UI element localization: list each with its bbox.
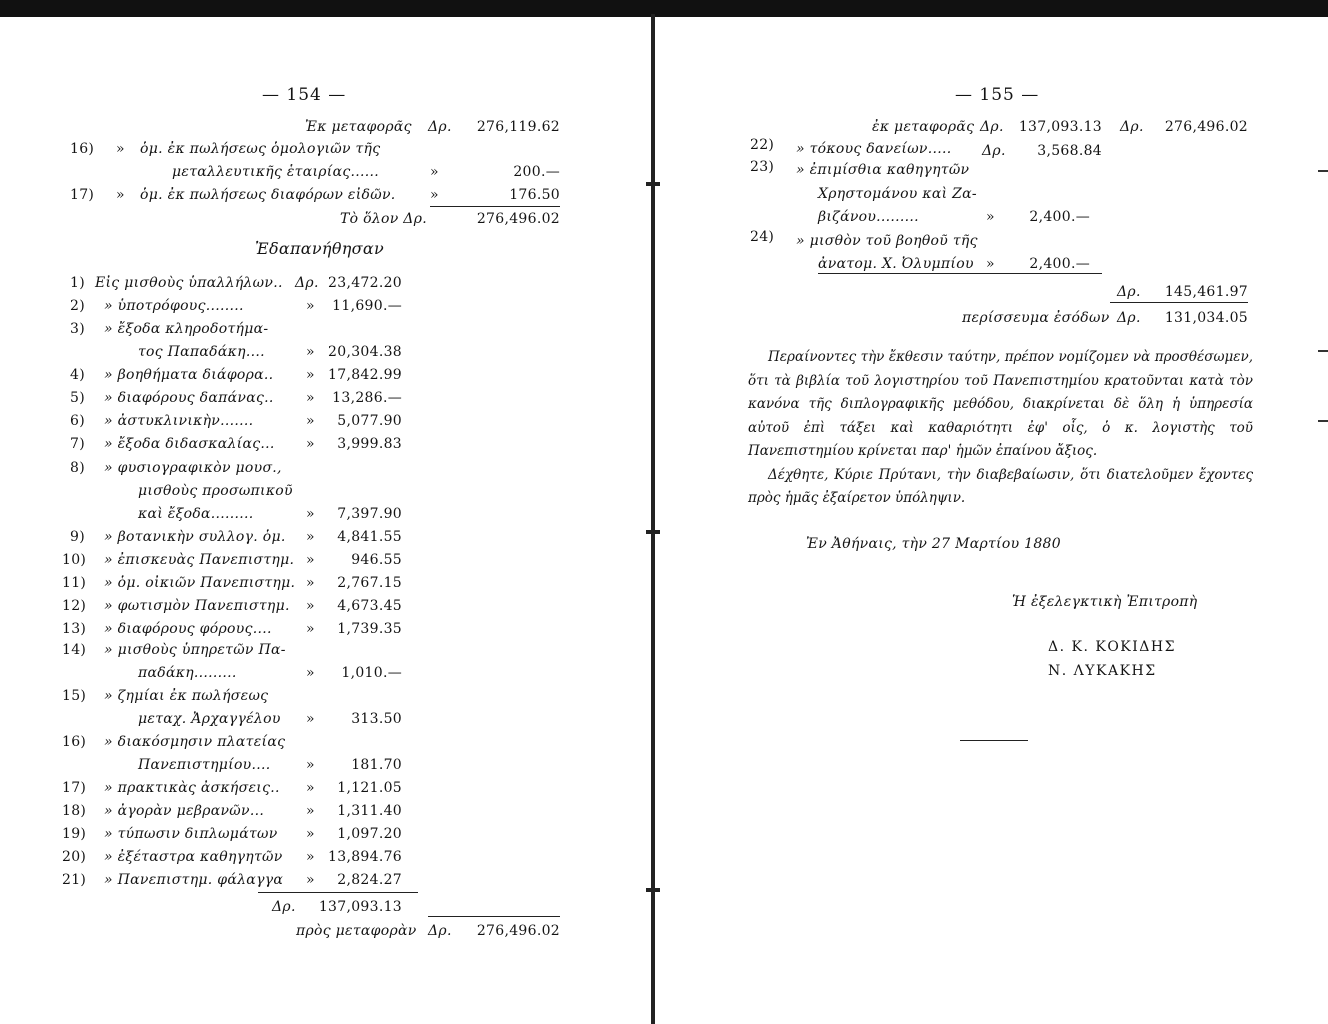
amount: 2,767.15 bbox=[337, 575, 402, 591]
rule bbox=[430, 206, 560, 207]
entry-number: 12) bbox=[62, 598, 87, 614]
entry-number: 1) bbox=[70, 275, 85, 291]
amount: 276,496.02 bbox=[1164, 119, 1248, 135]
entry-text: » διακόσμησιν πλατείας bbox=[104, 734, 286, 750]
entry-number: 16) bbox=[62, 734, 87, 750]
ditto-mark: » bbox=[306, 367, 315, 383]
entry-number: 18) bbox=[62, 803, 87, 819]
carry-forward-label: πρὸς μεταφορὰν bbox=[296, 923, 417, 939]
currency: Δρ. bbox=[982, 143, 1006, 159]
entry-text: » ἐπιμίσθια καθηγητῶν bbox=[796, 162, 970, 178]
currency: Δρ. bbox=[1117, 310, 1141, 326]
currency: Δρ. bbox=[428, 119, 452, 135]
entry-text: » ἐξέταστρα καθηγητῶν bbox=[104, 849, 283, 865]
amount: 4,673.45 bbox=[337, 598, 402, 614]
subtotal-amount: 137,093.13 bbox=[318, 899, 402, 915]
entry-number: 8) bbox=[70, 460, 85, 476]
entry-number: 3) bbox=[70, 321, 85, 337]
entry-text: » βοηθήματα διάφορα.. bbox=[104, 367, 274, 383]
ditto-mark: » bbox=[306, 757, 315, 773]
entry-text: βιζάνου......... bbox=[818, 209, 919, 225]
ditto-mark: » bbox=[430, 187, 439, 203]
amount: 1,311.40 bbox=[337, 803, 402, 819]
rule bbox=[818, 273, 1102, 274]
entry-text: τος Παπαδάκη.... bbox=[138, 344, 265, 360]
amount: 11,690.— bbox=[332, 298, 402, 314]
entry-text: » ὁμ. οἰκιῶν Πανεπιστημ. bbox=[104, 575, 296, 591]
amount: 946.55 bbox=[351, 552, 402, 568]
entry-text: Πανεπιστημίου.... bbox=[138, 757, 271, 773]
entry-number: 15) bbox=[62, 688, 87, 704]
amount: 1,010.— bbox=[341, 665, 402, 681]
currency: Δρ. bbox=[428, 923, 452, 939]
ditto-mark: » bbox=[306, 621, 315, 637]
amount: 276,496.02 bbox=[476, 923, 560, 939]
committee-title: Ἡ ἐξελεγκτικὴ Ἐπιτροπὴ bbox=[1012, 594, 1198, 610]
entry-number: 20) bbox=[62, 849, 87, 865]
ditto-mark: » bbox=[306, 665, 315, 681]
ditto-mark: » bbox=[430, 164, 439, 180]
entry-text: μεταλλευτικῆς ἑταιρίας...... bbox=[172, 164, 379, 180]
entry-number: 9) bbox=[70, 529, 85, 545]
entry-text: ἀνατομ. Χ. Ὀλυμπίου bbox=[818, 256, 974, 272]
entry-text: » ἀγορὰν μεβρανῶν... bbox=[104, 803, 265, 819]
entry-text: » τόκους δανείων..... bbox=[796, 141, 952, 157]
page-number: — 155 — bbox=[955, 85, 1040, 105]
entry-number: 22) bbox=[750, 137, 775, 153]
entry-number: 17) bbox=[70, 187, 95, 203]
entry-text: » μισθοὺς ὑπηρετῶν Πα- bbox=[104, 642, 286, 658]
entry-text: » βοτανικὴν συλλογ. ὁμ. bbox=[104, 529, 286, 545]
ditto-mark: » bbox=[986, 209, 995, 225]
amount: 17,842.99 bbox=[328, 367, 402, 383]
carry-label: Ἐκ μεταφορᾶς bbox=[305, 119, 412, 135]
entry-text: » φωτισμὸν Πανεπιστημ. bbox=[104, 598, 290, 614]
amount: 3,999.83 bbox=[337, 436, 402, 452]
entry-text: » ἐπισκευὰς Πανεπιστημ. bbox=[104, 552, 295, 568]
entry-text: ὁμ. ἐκ πωλήσεως ὁμολογιῶν τῆς bbox=[140, 141, 381, 157]
ditto-mark: » bbox=[306, 575, 315, 591]
scan-top-border bbox=[0, 0, 1328, 17]
signatory: Ν. ΛΥΚΑΚΗΣ bbox=[1048, 663, 1157, 679]
entry-text: » ἔξοδα κληροδοτήμα- bbox=[104, 321, 269, 337]
currency: Δρ. bbox=[1117, 284, 1141, 300]
entry-number: 2) bbox=[70, 298, 85, 314]
amount: 181.70 bbox=[351, 757, 402, 773]
paragraph: Δέχθητε, Κύριε Πρύτανι, τὴν διαβεβαίωσιν, ὅτι διατελοῦμεν ἔχοντες πρὸς ἡμᾶς ἐξαίρετον ὑπόληψιν. bbox=[748, 466, 1253, 506]
entry-number: 21) bbox=[62, 872, 87, 888]
currency: Δρ. bbox=[1120, 119, 1144, 135]
entry-text: » ἔξοδα διδασκαλίας... bbox=[104, 436, 275, 452]
entry-number: 16) bbox=[70, 141, 95, 157]
entry-text: » μισθὸν τοῦ βοηθοῦ τῆς bbox=[796, 233, 978, 249]
spine-mark bbox=[646, 888, 660, 892]
surplus-amount: 131,034.05 bbox=[1164, 310, 1248, 326]
ditto-mark: » bbox=[306, 298, 315, 314]
entry-text: » τύπωσιν διπλωμάτων bbox=[104, 826, 278, 842]
entry-text: καὶ ἔξοδα......... bbox=[138, 506, 254, 522]
amount: 200.— bbox=[513, 164, 560, 180]
currency: Δρ. bbox=[980, 119, 1004, 135]
amount: 313.50 bbox=[351, 711, 402, 727]
sum-amount: 145,461.97 bbox=[1164, 284, 1248, 300]
amount: 1,121.05 bbox=[337, 780, 402, 796]
ditto-mark: » bbox=[306, 780, 315, 796]
entry-text: ὁμ. ἐκ πωλήσεως διαφόρων εἰδῶν. bbox=[140, 187, 396, 203]
ditto-mark: » bbox=[306, 552, 315, 568]
page-edge-mark bbox=[1318, 350, 1328, 352]
page-edge-mark bbox=[1318, 420, 1328, 422]
entry-text: » διαφόρους φόρους.... bbox=[104, 621, 272, 637]
spine-mark bbox=[646, 530, 660, 534]
amount: 1,739.35 bbox=[337, 621, 402, 637]
ditto-mark: » bbox=[306, 826, 315, 842]
ditto-mark: » bbox=[306, 413, 315, 429]
amount: 2,400.— bbox=[1029, 256, 1090, 272]
entry-number: 19) bbox=[62, 826, 87, 842]
amount: 2,400.— bbox=[1029, 209, 1090, 225]
entry-number: 23) bbox=[750, 159, 775, 175]
amount: 1,097.20 bbox=[337, 826, 402, 842]
entry-text: » Πανεπιστημ. φάλαγγα bbox=[104, 872, 284, 888]
total-label: Τὸ ὅλον Δρ. bbox=[340, 211, 427, 227]
ditto-mark: » bbox=[116, 187, 125, 203]
ditto-mark: » bbox=[306, 849, 315, 865]
ditto-mark: » bbox=[306, 390, 315, 406]
amount: 20,304.38 bbox=[328, 344, 402, 360]
date-line: Ἐν Ἀθήναις, τὴν 27 Μαρτίου 1880 bbox=[806, 536, 1061, 552]
page-number: — 154 — bbox=[262, 85, 347, 105]
entry-text: » ζημίαι ἐκ πωλήσεως bbox=[104, 688, 269, 704]
amount: 276,119.62 bbox=[476, 119, 560, 135]
entry-text: » διαφόρους δαπάνας.. bbox=[104, 390, 274, 406]
carry-label: ἐκ μεταφορᾶς bbox=[872, 119, 975, 135]
entry-number: 11) bbox=[62, 575, 87, 591]
entry-number: 5) bbox=[70, 390, 85, 406]
ditto-mark: » bbox=[306, 872, 315, 888]
entry-number: 6) bbox=[70, 413, 85, 429]
amount: 5,077.90 bbox=[337, 413, 402, 429]
entry-number: 10) bbox=[62, 552, 87, 568]
ditto-mark: » bbox=[116, 141, 125, 157]
ditto-mark: » bbox=[306, 506, 315, 522]
amount: 137,093.13 bbox=[1018, 119, 1102, 135]
currency: Δρ. bbox=[295, 275, 319, 291]
amount: 2,824.27 bbox=[337, 872, 402, 888]
amount: 7,397.90 bbox=[337, 506, 402, 522]
total-amount: 276,496.02 bbox=[476, 211, 560, 227]
ditto-mark: » bbox=[306, 711, 315, 727]
entry-text: Χρηστομάνου καὶ Ζα- bbox=[818, 186, 977, 202]
entry-text: » πρακτικὰς ἀσκήσεις.. bbox=[104, 780, 280, 796]
amount: 13,894.76 bbox=[328, 849, 402, 865]
entry-text: » ἀστυκλινικὴν....... bbox=[104, 413, 254, 429]
surplus-label: περίσσευμα ἐσόδων bbox=[962, 310, 1110, 326]
ditto-mark: » bbox=[306, 803, 315, 819]
spine-mark bbox=[646, 182, 660, 186]
section-title: Ἐδαπανήθησαν bbox=[255, 239, 384, 258]
ditto-mark: » bbox=[986, 256, 995, 272]
entry-number: 24) bbox=[750, 229, 775, 245]
rule bbox=[258, 892, 418, 893]
amount: 4,841.55 bbox=[337, 529, 402, 545]
rule bbox=[428, 916, 560, 917]
amount: 3,568.84 bbox=[1037, 143, 1102, 159]
entry-text: Εἰς μισθοὺς ὑπαλλήλων.. bbox=[95, 275, 283, 291]
currency: Δρ. bbox=[272, 899, 296, 915]
ditto-mark: » bbox=[306, 598, 315, 614]
paragraph: Περαίνοντες τὴν ἔκθεσιν ταύτην, πρέπον νομίζομεν νὰ προσθέσωμεν, ὅτι τὰ βιβλία τοῦ λογιστηρίου τοῦ Πανεπιστημίου κρατοῦνται κατὰ τὸν κανόνα τῆς διπλογραφικῆς μεθόδου, διακρίνεται δὲ ὅλη ἡ ὑπηρεσία αὐτοῦ ἐπὶ τάξει καὶ καθαριότητι ἐφ' οἷς, ὁ κ. λογιστὴς τοῦ Πανεπιστημίου κρίνεται παρ' ἡμῶν ἐπαίνου ἄξιος. bbox=[748, 349, 1253, 459]
entry-text: μισθοὺς προσωπικοῦ bbox=[138, 483, 293, 499]
entry-number: 14) bbox=[62, 642, 87, 658]
page-edge-mark bbox=[1318, 170, 1328, 172]
amount: 13,286.— bbox=[332, 390, 402, 406]
entry-text: μεταχ. Ἀρχαγγέλου bbox=[138, 711, 281, 727]
amount: 176.50 bbox=[509, 187, 560, 203]
book-spine bbox=[651, 14, 655, 1024]
ditto-mark: » bbox=[306, 436, 315, 452]
amount: 23,472.20 bbox=[328, 275, 402, 291]
entry-text: » φυσιογραφικὸν μουσ., bbox=[104, 460, 282, 476]
signatory: Δ. Κ. ΚΟΚΙΔΗΣ bbox=[1048, 639, 1177, 655]
entry-number: 4) bbox=[70, 367, 85, 383]
entry-text: » ὑποτρόφους........ bbox=[104, 298, 244, 314]
ditto-mark: » bbox=[306, 344, 315, 360]
ditto-mark: » bbox=[306, 529, 315, 545]
entry-number: 17) bbox=[62, 780, 87, 796]
rule bbox=[1110, 302, 1248, 303]
end-rule bbox=[960, 740, 1028, 741]
closing-text bbox=[748, 346, 1253, 511]
entry-number: 13) bbox=[62, 621, 87, 637]
entry-text: παδάκη......... bbox=[138, 665, 237, 681]
entry-number: 7) bbox=[70, 436, 85, 452]
